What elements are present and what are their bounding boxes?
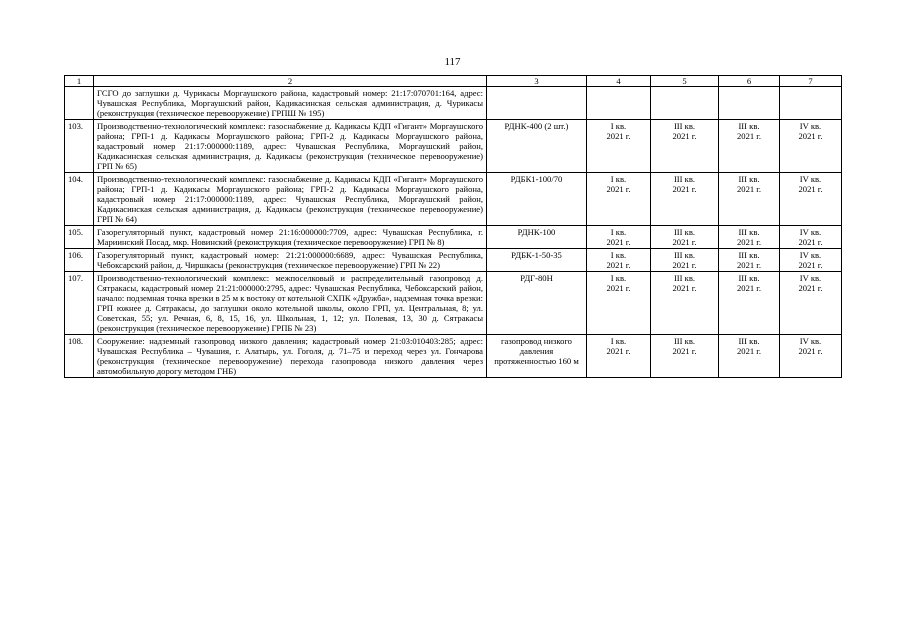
- table-row: [65, 120, 842, 173]
- year: 2021 г.: [672, 131, 697, 141]
- header-row: [65, 76, 842, 87]
- row-number: 104.: [65, 173, 94, 226]
- page-number: 117: [444, 56, 461, 68]
- table-row: [65, 226, 842, 249]
- quarter-col7: [780, 272, 842, 335]
- quarter: III кв.: [738, 336, 760, 346]
- quarter: I кв.: [610, 227, 627, 237]
- table-row: [65, 249, 842, 272]
- quarter-col4: [587, 120, 651, 173]
- table-row: [65, 335, 842, 378]
- quarter-col6: [719, 249, 780, 272]
- quarter: I кв.: [610, 250, 627, 260]
- year: 2021 г.: [798, 346, 823, 356]
- year: 2021 г.: [736, 184, 762, 194]
- quarter-col6: [719, 120, 780, 173]
- quarter-col4: [587, 87, 651, 120]
- quarter-col4: [587, 272, 651, 335]
- quarter-col5: [651, 335, 719, 378]
- quarter: III кв.: [673, 336, 696, 346]
- row-number: 106.: [65, 249, 94, 272]
- object-description: Производственно-технологический комплекс: газоснабжение д. Кадикасы КДП «Гигант» Моргаушского района; ГРП-1 д. Кадикасы Моргаушского района; ГРП-2 д. Кадикасы Моргаушского района, кадастровый номер 21:17:000000:1189, адрес: Чувашская Республика, Моргаушский район, Кадикасинская сельская администрация, д. Кадикасы (реконструкция (техническое перевооружение) ГРП № 65): [94, 120, 487, 173]
- quarter: IV кв.: [799, 121, 822, 131]
- quarter: I кв.: [610, 121, 627, 131]
- year: 2021 г.: [798, 260, 823, 270]
- table-row: [65, 173, 842, 226]
- year: 2021 г.: [672, 346, 697, 356]
- quarter-col6: [719, 335, 780, 378]
- year: 2021 г.: [606, 260, 631, 270]
- quarter-col6: [719, 173, 780, 226]
- header-cell: 6: [719, 76, 780, 87]
- object-description: Газорегуляторный пункт, кадастровый номер 21:16:000000:7709, адрес: Чувашская Республика, г. Мариинский Посад, мкр. Новинский (реконструкция (техническое перевооружение) ГРП № 8): [94, 226, 487, 249]
- equipment: РДНК-100: [487, 226, 587, 249]
- quarter: III кв.: [738, 250, 760, 260]
- row-number: [65, 87, 94, 120]
- table-row: [65, 87, 842, 120]
- header-cell: 5: [651, 76, 719, 87]
- table-row: [65, 272, 842, 335]
- quarter: III кв.: [738, 174, 760, 184]
- year: 2021 г.: [798, 184, 823, 194]
- quarter: III кв.: [673, 250, 696, 260]
- quarter: IV кв.: [799, 250, 822, 260]
- quarter-col7: [780, 173, 842, 226]
- quarter-col7: [780, 335, 842, 378]
- year: 2021 г.: [798, 131, 823, 141]
- year: 2021 г.: [606, 346, 631, 356]
- quarter-col7: [780, 226, 842, 249]
- quarter-col7: [780, 87, 842, 120]
- header-cell: 7: [780, 76, 842, 87]
- quarter: III кв.: [673, 174, 696, 184]
- year: 2021 г.: [606, 131, 631, 141]
- year: 2021 г.: [606, 283, 631, 293]
- header-cell: 4: [587, 76, 651, 87]
- object-description: Сооружение: надземный газопровод низкого давления; кадастровый номер 21:03:010403:285; адрес: Чувашская Республика – Чувашия, г. Алатырь, ул. Гоголя, д. 71–75 и переход через ул. Гончарова (реконструкция (техническое перевооружение) перехода газопровода низкого давления через автомобильную дорогу методом ГНБ): [94, 335, 487, 378]
- quarter: III кв.: [673, 273, 696, 283]
- quarter-col5: [651, 87, 719, 120]
- year: 2021 г.: [672, 184, 697, 194]
- quarter-col6: [719, 226, 780, 249]
- quarter: I кв.: [610, 336, 627, 346]
- year: 2021 г.: [672, 283, 697, 293]
- equipment: РДГ-80Н: [487, 272, 587, 335]
- quarter-col6: [719, 272, 780, 335]
- year: 2021 г.: [736, 260, 762, 270]
- year: 2021 г.: [672, 260, 697, 270]
- quarter: IV кв.: [799, 336, 822, 346]
- quarter-col7: [780, 120, 842, 173]
- quarter: I кв.: [610, 174, 627, 184]
- object-description: ГСГО до заглушки д. Чурикасы Моргаушского района, кадастровый номер: 21:17:070701:164, адрес: Чувашская Республика, Моргаушский район, Кадикасинская сельская администрация, д. Чурикасы (реконструкция (техническое перевооружение) ГРПШ № 195): [94, 87, 487, 120]
- equipment: РДНК-400 (2 шт.): [487, 120, 587, 173]
- quarter-col7: [780, 249, 842, 272]
- quarter: I кв.: [610, 273, 627, 283]
- quarter: III кв.: [673, 227, 696, 237]
- year: 2021 г.: [736, 237, 762, 247]
- year: 2021 г.: [672, 237, 697, 247]
- quarter-col4: [587, 249, 651, 272]
- quarter-col5: [651, 249, 719, 272]
- equipment: РДБК1-100/70: [487, 173, 587, 226]
- quarter: III кв.: [738, 227, 760, 237]
- row-number: 107.: [65, 272, 94, 335]
- quarter: III кв.: [738, 273, 760, 283]
- header-cell: 3: [487, 76, 587, 87]
- quarter-col5: [651, 120, 719, 173]
- quarter-col5: [651, 226, 719, 249]
- quarter: III кв.: [673, 121, 696, 131]
- quarter: III кв.: [738, 121, 760, 131]
- equipment: газопровод низкого давления протяженностью 160 м: [487, 335, 587, 378]
- header-cell: 2: [94, 76, 487, 87]
- row-number: 105.: [65, 226, 94, 249]
- header-cell: 1: [65, 76, 94, 87]
- quarter-col6: [719, 87, 780, 120]
- row-number: 108.: [65, 335, 94, 378]
- quarter-col4: [587, 226, 651, 249]
- object-description: Производственно-технологический комплекс: газоснабжение д. Кадикасы КДП «Гигант» Моргаушского района; ГРП-1 д. Кадикасы Моргаушского района; ГРП-2 д. Кадикасы Моргаушского района, кадастровый номер 21:17:000000:1189, адрес: Чувашская Республика, Моргаушский район, Кадикасинская сельская администрация, д. Кадикасы (реконструкция (техническое перевооружение) ГРП № 64): [94, 173, 487, 226]
- equipment: РДБК-1-50-35: [487, 249, 587, 272]
- quarter-col4: [587, 335, 651, 378]
- year: 2021 г.: [736, 283, 762, 293]
- quarter-col4: [587, 173, 651, 226]
- year: 2021 г.: [606, 184, 631, 194]
- quarter-col5: [651, 272, 719, 335]
- object-description: Газорегуляторный пункт, кадастровый номер: 21:21:000000:6689, адрес: Чувашская Республика, Чебоксарский район, д. Чиршкасы (реконструкция (техническое перевооружение) ГРП № 22): [94, 249, 487, 272]
- year: 2021 г.: [798, 237, 823, 247]
- schedule-table: [64, 75, 842, 378]
- quarter: IV кв.: [799, 174, 822, 184]
- year: 2021 г.: [736, 346, 762, 356]
- object-description: Производственно-технологический комплекс: межпоселковый и распределительный газопровод д. Сятракасы, кадастровый номер 21:21:000000:2795, адрес: Чувашская Республика, Чебоксарский район, начало: подземная точка врезки в 25 м к востоку от котельной СХПК «Дружба», надземная точка врезки: ГРП южнее д. Сятракасы, до заглушки около котельной школы, около ГРП, ул. Центральная, 8; ул. Советская, 55; ул. Речная, 6, 8, 15, 16, ул. Школьная, 1, 12; ул. Полевая, 13, 30 д. Сятракасы (реконструкция (техническое перевооружение) ГРПБ № 23): [94, 272, 487, 335]
- quarter: IV кв.: [799, 273, 822, 283]
- quarter: IV кв.: [799, 227, 822, 237]
- quarter-col5: [651, 173, 719, 226]
- year: 2021 г.: [798, 283, 823, 293]
- equipment: [487, 87, 587, 120]
- year: 2021 г.: [736, 131, 762, 141]
- row-number: 103.: [65, 120, 94, 173]
- year: 2021 г.: [606, 237, 631, 247]
